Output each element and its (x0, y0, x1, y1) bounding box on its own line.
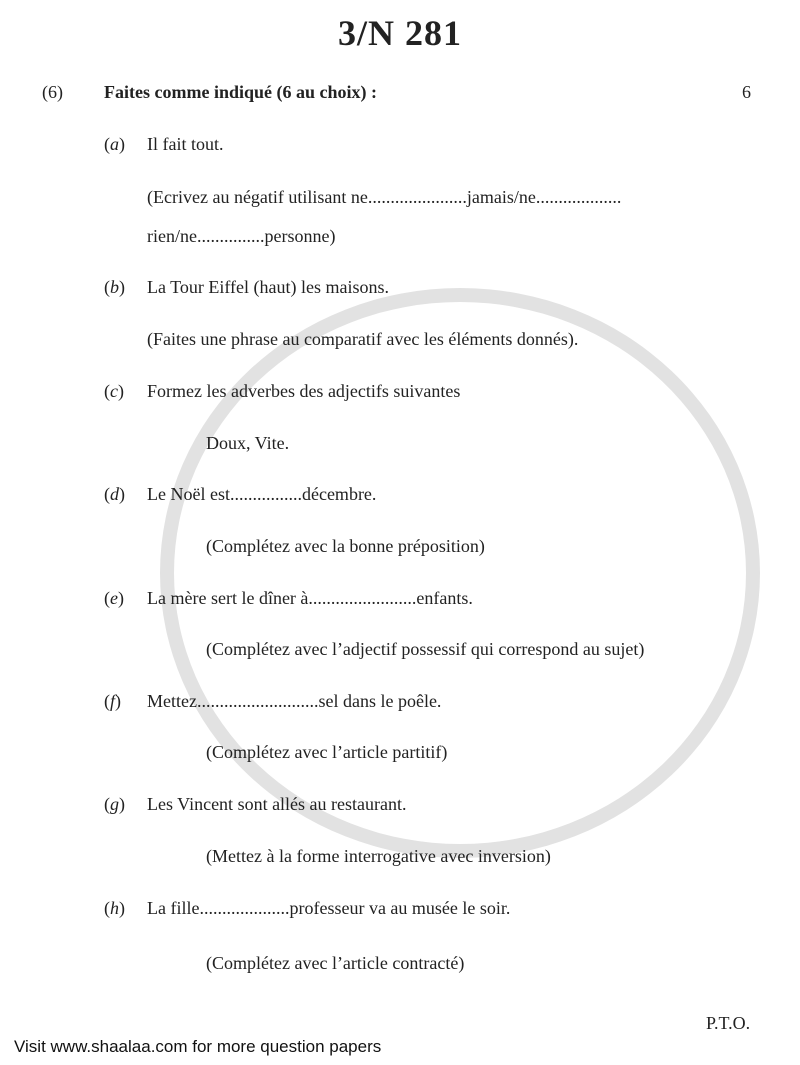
item-a-instruction: (Ecrivez au négatif utilisant ne......................jamais/ne................... (147, 187, 622, 207)
item-h-text: La fille....................professeur va au musée le soir. (147, 898, 511, 918)
item-d-instruction: (Complétez avec la bonne préposition) (206, 536, 485, 556)
item-b-text: La Tour Eiffel (haut) les maisons. (147, 277, 390, 297)
item-g-text: Les Vincent sont allés au restaurant. (147, 794, 407, 814)
paper-code: 3/N 281 (338, 13, 462, 53)
question-number: (6) (42, 82, 63, 102)
footer-link-text[interactable]: Visit www.shaalaa.com for more question papers (14, 1037, 382, 1056)
item-label-a: (a) (104, 134, 125, 154)
item-label-c: (c) (104, 381, 124, 401)
item-c-text: Formez les adverbes des adjectifs suivantes (147, 381, 461, 401)
item-d-text: Le Noël est................décembre. (147, 484, 377, 504)
item-a-instruction-cont: rien/ne...............personne) (147, 226, 336, 246)
item-label-g: (g) (104, 794, 125, 814)
item-label-e: (e) (104, 588, 124, 608)
question-marks: 6 (742, 82, 751, 102)
item-e-instruction: (Complétez avec l’adjectif possessif qui correspond au sujet) (206, 639, 645, 659)
item-a-text: Il fait tout. (147, 134, 224, 154)
item-label-f: (f) (104, 691, 122, 711)
item-f-instruction: (Complétez avec l’article partitif) (206, 742, 448, 762)
item-g-instruction: (Mettez à la forme interrogative avec inversion) (206, 846, 551, 866)
item-label-b: (b) (104, 277, 125, 297)
item-b-instruction: (Faites une phrase au comparatif avec les éléments donnés). (147, 329, 579, 349)
watermark-circle (160, 288, 760, 858)
item-label-d: (d) (104, 484, 125, 504)
item-label-h: (h) (104, 898, 125, 918)
question-title: Faites comme indiqué (6 au choix) : (104, 82, 377, 102)
item-h-instruction: (Complétez avec l’article contracté) (206, 953, 465, 973)
item-e-text: La mère sert le dîner à........................enfants. (147, 588, 473, 608)
item-f-text: Mettez...........................sel dans le poêle. (147, 691, 442, 711)
pto-note: P.T.O. (706, 1013, 751, 1033)
item-c-instruction: Doux, Vite. (206, 433, 290, 453)
